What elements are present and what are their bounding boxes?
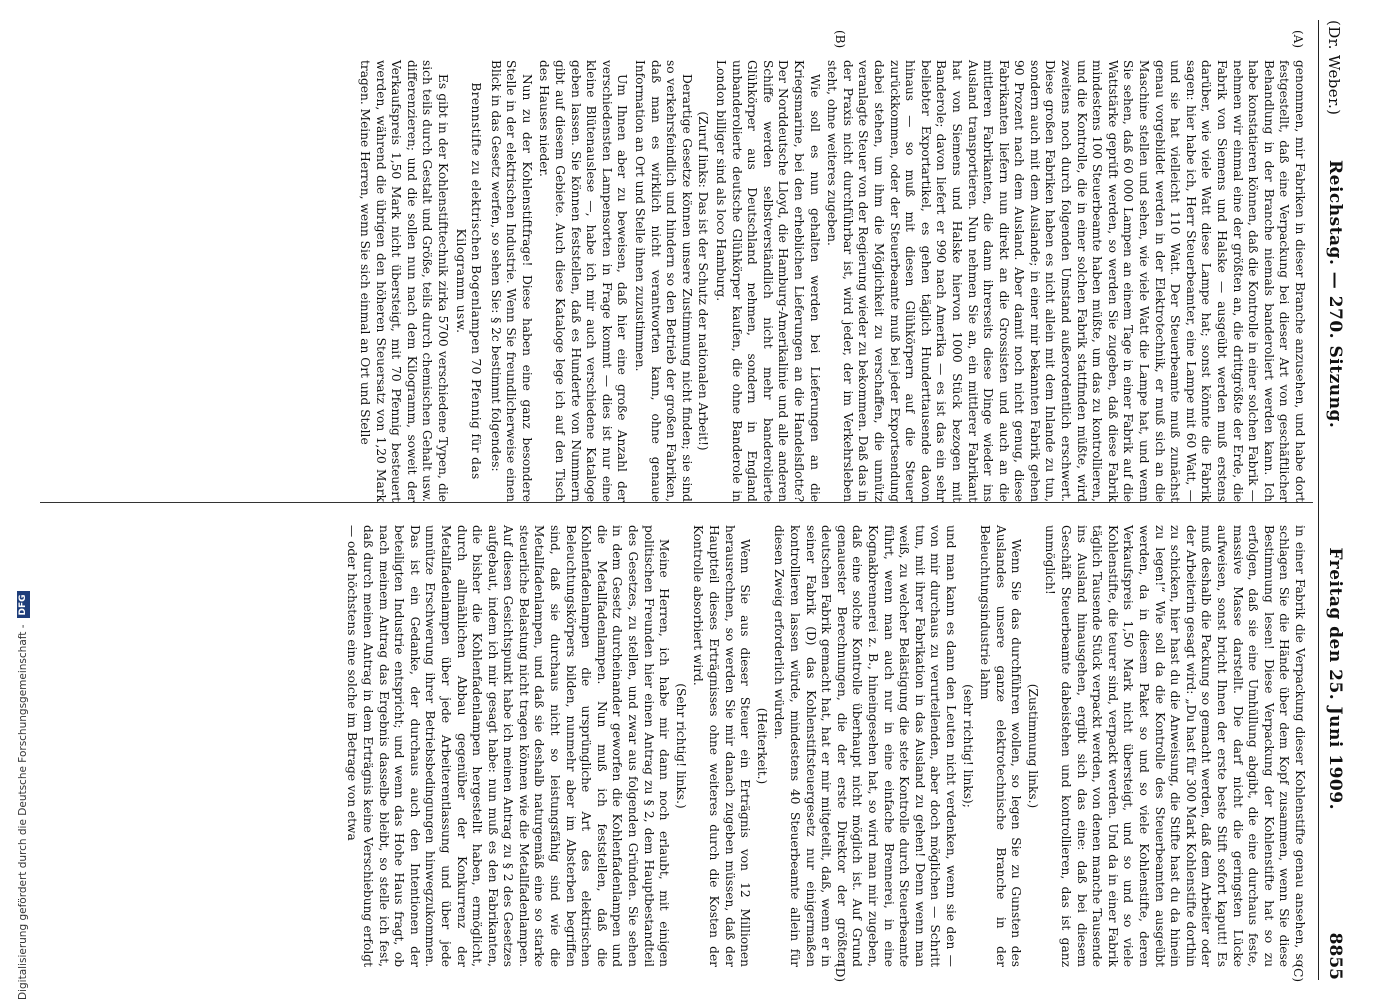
interjection: (sehr richtig! links); <box>960 684 975 808</box>
dfg-logo: DFG <box>17 591 30 618</box>
paragraph: Wenn Sie das durchführen wollen, so legen Sie zu Gunsten des Auslandes unsere ganze elektrotechnische Branche in der Beleuchtungsindustrie lahm <box>978 525 1024 967</box>
left-column <box>354 60 1307 502</box>
speaker-label: (Dr. Weber.) <box>1325 20 1343 116</box>
right-column <box>342 525 1307 967</box>
paragraph: und man kann es dann den Leuten nicht verdenken, wenn sie den — von mir durchaus zu verurteilenden, aber doch möglichen — Schritt tun, mit ihrer Fabrikation in das Ausland zu gehen! Denn wenn man weiß, zu welcher Belästigung die stete Kontrolle durch Steuerbeamte führt, wenn man auch nur in eine einfache Brennerei, in eine Kognakbrennerei z. B., hineingesehen hat, so wird man mir zugeben, daß eine solche Kontrolle überhaupt nicht möglich ist. Auf Grund genauester Berechnungen, die der erste Direktor der größten deutschen Fabrik gemacht hat, hat er mir mitgeteilt, daß, wenn er in seiner Fabrik (D) das Kohlenstiftsteuergesetz nur einigermaßen kontrollieren lassen würde, mindestens 40 Steuerbeamte allein für diesen Zweig erforderlich würden. <box>772 525 958 967</box>
paragraph: in einer Fabrik die Verpackung dieser Kohlenstifte genau ansehen, so schlagen Sie die Hände über dem Kopf zusammen, wenn Sie diese Bestimmung lesen! Diese Verpackung der Kohlenstifte hat so zu erfolgen, daß sie eine Umhüllung abgibt, die eine durchaus feste, massive Masse darstellt. Die darf nicht die geringsten Lücke aufweisen, sonst bricht Ihnen der erste beste Stift sofort kaputt! Es muß deshalb die Packung so gemacht werden, daß dem Arbeiter oder der Arbeiterin gesagt wird: „Du hast für 300 Mark Kohlenstifte dorthin zu schicken, hier hast du die Anweisung, die Stifte hast du da hinein zu legen!“ Wie soll da die Kontrolle des Steuerbeamten ausgeübt werden, da in diesem Paket so und so viele Kohlenstifte, deren Verkaufspreis 1,50 Mark nicht übersteigt, und so und so viele Kohlenstifte, die teurer sind, verpackt werden. Und da in einer Fabrik täglich Tausende Stück verpackt werden, von denen manche Tausende ins Ausland hinausgehen, ergibt sich das eine: daß bei diesem Geschäft Steuerbeamte dabeistehen und kontrollieren, das ist ganz unmöglich! <box>1043 525 1307 967</box>
page-number: 8855 <box>1325 932 1345 980</box>
interjection: (Zuruf links: Das ist der Schutz der nationalen Arbeit!) <box>696 111 711 451</box>
interjection: (Heiterkeit.) <box>754 707 769 785</box>
paragraph: Um Ihnen aber zu beweisen, daß hier eine große Anzahl der verschiedensten Lampensorten in Frage kommt — dies ist nur eine kleine Blütenauslese —, habe ich mir auch verschiedene Kataloge geben lassen. Sie können feststellen, daß es Hunderte von Nummern gibt auf diesem Gebiete. Auch diese Kataloge lege ich auf den Tisch des Hauses nieder. <box>537 60 630 502</box>
paragraph: genommen, mir Fabriken in dieser Branche anzusehen, und habe dort festgestellt, daß eine Verpackung bei dieser Art von geschäftlicher Behandlung in der Branche niemals banderoliert werden kann. Ich habe konstatieren können, daß die Kontrolle in einer solchen Fabrik — nehmen wir einmal eine der größten an, die drittgrößte der Erde, die Fabrik von Siemens und Halske — ausgeübt werden muß erstens darüber, wie viele Watt diese Lampe hat; sonst könnte die Fabrik sagen: hier habe ich, Herr Steuerbeamter, eine Lampe mit 60 Watt, — und sie hat vielleicht 110 Watt. Der Steuerbeamte muß zunächst genau vorgebildet werden in der Elektrotechnik, er muß sich an die Maschine stellen und sehen, wie viele Watt die Lampe hat, und wenn Sie sehen, daß 60 000 Lampen an einem Tage in einer Fabrik auf die Wattstärke geprüft werden, so werden Sie zugeben, daß diese Fabrik mindestens 100 Steuerbeamte haben müßte, um das zu kontrollieren, und die Kontrolle, die in einer solchen Fabrik stattfinden müßte, wird zweitens noch durch folgenden Umstand außerordentlich erschwert. Diese großen Fabriken haben es nicht allein mit dem Inlande zu tun, sondern auch mit dem Auslande; in einer mir bekannten Fabrik gehen 90 Prozent nach dem Ausland. Aber damit noch nicht genug, diese Fabrikanten liefern nun direkt an die Grossisten und auch an die mittleren Fabrikanten, die dann ihrerseits diese Dinge wieder ins Ausland transportieren. Nun nehmen Sie an, ein mittlerer Fabrikant hat von Siemens und Halske hiervon 1000 Stück bezogen mit Banderole; davon liefert er 990 nach Amerika — es ist das ein sehr beliebter Exportartikel, es gehen täglich Hunderttausende davon hinaus — so muß mit diesen Glühkörpern auf die Steuer zurückkommen, oder der Steuerbeamte muß bei jeder Exportsendung dabei stehen, um ihm die Möglichkeit zu verschaffen, die unnütz veranlagte Steuer von der Regierung wieder zu bekommen. Daß das in der Praxis nicht durchführbar ist, wird jeder, der im Verkehrsleben steht, ohne weiteres zugeben. <box>825 60 1307 502</box>
page-header <box>1318 20 1363 980</box>
column-divider <box>40 502 1313 503</box>
paragraph: Es gibt in der Kohlenstifttechnik zirka 5700 verschiedene Typen, die sich teils durch Gestalt und Größe, teils durch chemischen Gehalt usw. differenzieren; und die sollen nun nach dem Kilogramm, soweit der Verkaufspreis 1,50 Mark nicht übersteigt, mit 70 Pfennig besteuert werden, während die übrigen den höheren Steuersatz von 1,20 Mark tragen. Meine Herren, wenn Sie sich einmal an Ort und Stelle <box>357 60 450 502</box>
session-title: Reichstag. — 270. Sitzung. <box>1325 160 1345 429</box>
credit-text: Digitalisierung gefördert durch die Deutsche Forschungsgemeinschaft - <box>17 624 29 1000</box>
paragraph: Wenn Sie aus dieser Steuer ein Erträgnis von 12 Millionen herausrechnen, so werden Sie mir danach zugeben müssen, daß der Hauptteil dieses Erträgnisses ohne weiteres durch die Kosten der Kontrolle absorbiert wird. <box>691 525 753 967</box>
paragraph: Wie soll es nun gehalten werden bei Lieferungen an die Kriegsmarine, bei den erheblichen Lieferungen an die Handelsflotte? Der Norddeutsche Lloyd, die Hamburg-Amerikalinie und alle anderen Schiffe werden selbstverständlich nicht mehr banderolierte Glühkörper aus Deutschland nehmen, sondern in England unbanderolierte deutsche Glühkörper kaufen, die ohne Banderole in London billiger sind als loco Hamburg. <box>714 60 822 502</box>
quoted-provision: Brennstifte zu elektrischen Bogenlampen 70 Pfennig für das Kilogramm usw. <box>453 82 484 480</box>
digitization-credit <box>12 0 34 1000</box>
interjection: (Sehr richtig! links.) <box>673 683 688 809</box>
margin-mark-d: (D) <box>833 963 847 982</box>
margin-mark-b: (B) <box>833 30 847 49</box>
paragraph: Derartige Gesetze können unsere Zustimmung nicht finden; sie sind so verkehrsfeindlich und hindern so den Betrieb der großen Fabriken, daß man es wirklich nicht verantworten kann, ohne genaue Information an Ort und Stelle ihnen zuzustimmen. <box>633 60 694 502</box>
paragraph: Meine Herren, ich habe mir dann noch erlaubt, mit einigen politischen Freunden hier einen Antrag zu § 2, dem Hauptbestandteil des Gesetzes, zu stellen, und zwar aus folgenden Gründen. Sie sehen in dem Gesetz durcheinander geworfen die Kohlenfadenlampen und die Metallfadenlampen. Nun muß ich feststellen, daß die Kohlenfadenlampen die ursprüngliche Art des elektrischen Beleuchtungskörpers bilden, nunmehr aber im Absterben begriffen sind, daß sie durchaus nicht so leistungsfähig sind wie die Metallfadenlampen, und daß sie deshalb naturgemäß eine so starke steuerliche Belastung nicht tragen können wie die Metallfadenlampen. Auf diesen Gesichtspunkt habe ich meinen Antrag zu § 2 des Gesetzes aufgebaut, indem ich mir gesagt habe: nun muß es den Fabrikanten, die bisher die Kohlenfadenlampen hergestellt haben, ermöglicht, durch allmählichen Abbau gegenüber der Konkurrenz der Metallfadenlampen über jede Arbeiterentlassung und über jede unnütze Erschwerung ihrer Betriebsbedingungen hinwegzukommen. Das ist ein Gedanke, der durchaus auch den Intentionen der beteiligten Industrie entspricht; und wenn das Hohe Haus fragt, ob nach meinem Antrag das Ergebnis dasselbe bleibt, so stelle ich fest, daß durch meinen Antrag in dem Erträgnis keine Verschiebung erfolgt — oder höchstens eine solche im Betrage von etwa <box>345 525 672 967</box>
margin-mark-a: (A) <box>1291 30 1305 49</box>
margin-mark-c: (C) <box>1291 963 1305 982</box>
interjection: (Zustimmung links.) <box>1025 683 1040 809</box>
session-date: Freitag den 25. Juni 1909. <box>1325 547 1345 810</box>
paragraph: Nun zu der Kohlenstiftfrage! Diese haben eine ganz besondere Stelle in der elektrischen Industrie. Wenn Sie freundlicherweise einen Blick in das Gesetz werfen, so sehen Sie: § 2c bestimmt folgendes: <box>488 60 534 502</box>
